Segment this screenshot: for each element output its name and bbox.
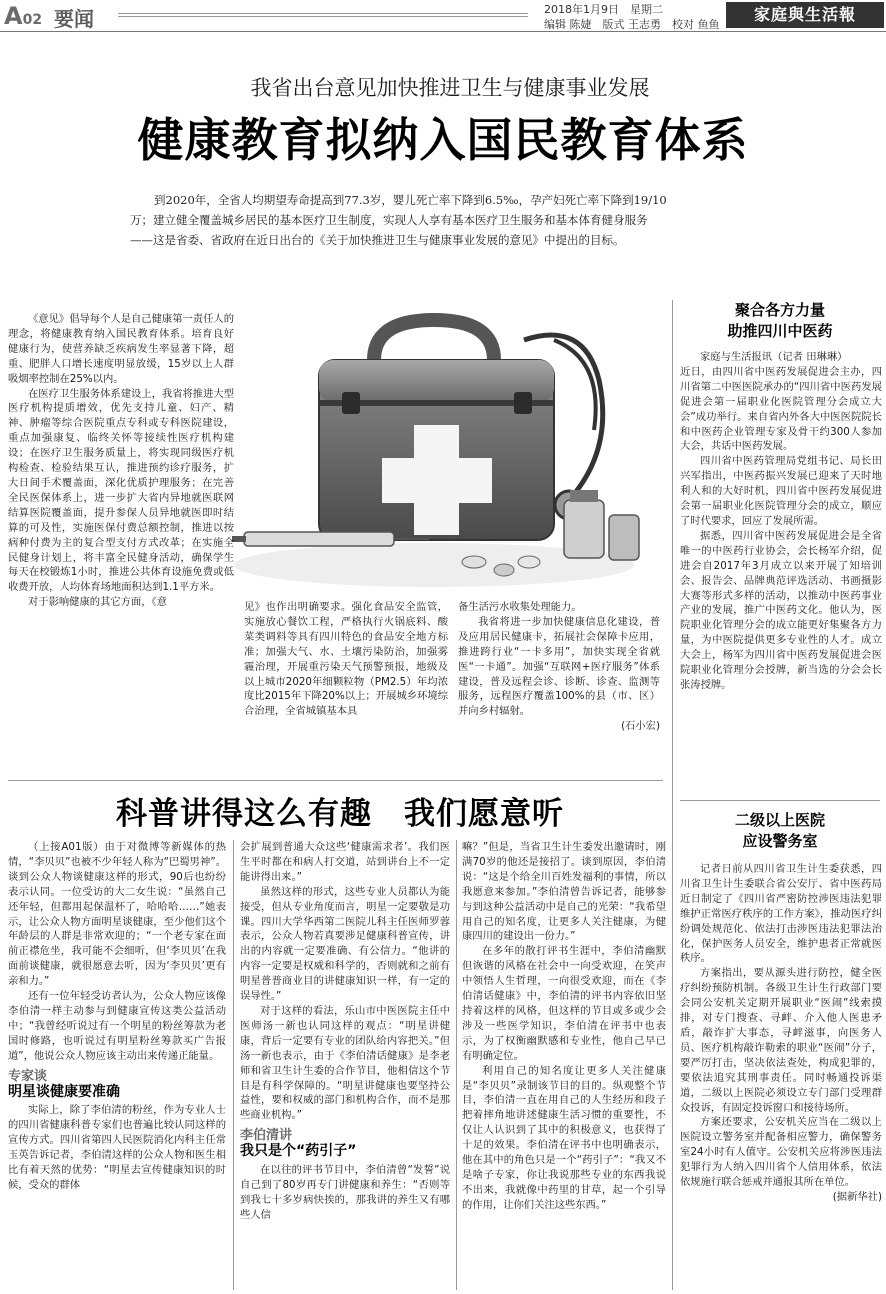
section-divider xyxy=(680,800,880,801)
title-line: 应设警务室 xyxy=(742,832,818,850)
side-article-1-title xyxy=(680,300,880,342)
paragraph: 在多年的散打评书生涯中，李伯清幽默但诙谐的风格在社会中一向受欢迎，在笑声中领悟人生哲理，一向很受欢迎，而在《李伯清话健康》中，李伯清的评书内容依旧坚持着这样的风格，但这样的节目或多或少会涉及一些医学知识，李伯清在评书中也表示，为了权衡幽默感和专业性，他自己早已有明确定位。 xyxy=(462,945,666,1062)
paragraph: （上接A01版）由于对微博等新媒体的热情，“李贝贝”也被不少年轻人称为“巴蜀男神”。谈到公众人物谈健康这样的形式，90后也纷纷表示认同。一位受访的大二女生说：“虽然自己还年轻，但都用起保温杯了，哈哈哈……”她表示，让公众人物方面明星谈健康，至少他们这个年龄层的人群是非常欢迎的；“一个老专家在面前正襟危坐，我可能不会细听，但‘李贝贝’在我面前谈健康，就很愿意去听，因为‘李贝贝’更有亲和力。” xyxy=(8,841,226,988)
newspaper-logo: 家庭與生活報 xyxy=(726,2,884,28)
paragraph: 《意见》倡导每个人是自己健康第一责任人的理念，将健康教育纳入国民教育体系。培育良好健康行为，使营养缺乏疾病发生率显著下降，超重、肥胖人口增长速度明显放缓，15岁以上人群吸烟率控制在25%以内。 xyxy=(8,313,234,385)
column-divider xyxy=(233,840,234,1290)
page-letter: A xyxy=(4,2,23,30)
byline: (据新华社) xyxy=(832,1190,882,1203)
title-line: 二级以上医院 xyxy=(734,811,825,829)
title-line: 聚合各方力量 xyxy=(734,301,825,319)
column-divider xyxy=(672,300,673,1290)
main-article-col2 xyxy=(244,600,448,770)
main-article-col1 xyxy=(8,312,234,778)
paragraph: 方案还要求，公安机关应当在二级以上医院设立警务室并配备相应警力，确保警务室24小时有人值守。公安机关应将涉医违法犯罪行为人纳入四川省个人信用体系，依法依规施行联合惩戒并通报其所在单位。 xyxy=(680,1116,882,1189)
kicker: 专家谈 xyxy=(8,1068,48,1084)
paragraph: 对于这样的看法，乐山市中医医院主任中医师汤一新也认同这样的观点：“明星讲健康，背后一定要有专业的团队给内容把关。”但汤一新也表示，由于《李伯清话健康》是李老师和省卫生计生委的合作节目，他相信这个节目是有科学保障的。“明星讲健康也要坚持公益性，要和权威的部门和机构合作，而不是那些商业机构。” xyxy=(240,1004,450,1122)
paragraph: 虽然这样的形式，这些专业人员都认为能接受，但从专业角度而言，明星一定要敬是功课。四川大学华西第二医院儿科主任医师罗蓉表示，公众人物若真要涉足健康科普宣传，讲出的内容就一定要准确、有公信力。“他讲的内容一定要是权威和科学的，否则就和之前有明星普普商业目的讲健康知识一样，有一定的误导性。” xyxy=(240,885,450,1003)
paragraph: 我省将进一步加快健康信息化建设，普及应用居民健康卡，拓展社会保障卡应用，推进跨行业“一卡多用”，加快实现全省就医“一卡通”。加强“互联网+医疗服务”体系建设，普及远程会诊、诊断、诊查、监测等服务，远程医疗覆盖100%的县（市、区）并向乡村辐射。 xyxy=(458,615,660,718)
masthead-divider xyxy=(0,31,886,32)
kicker: 李伯清讲 xyxy=(240,1128,293,1144)
title-line: 助推四川中医药 xyxy=(727,322,833,340)
second-article-col1 xyxy=(8,840,226,1290)
side-article-1-body xyxy=(680,350,882,795)
paragraph: 在以往的评书节目中，李伯清曾“发誓”说自己到了80岁再专门讲健康和养生：“否则等到我七十多岁病快挨的，那我讲的养生又有哪些人信 xyxy=(240,1164,450,1221)
page-number xyxy=(4,2,42,30)
medical-kit-illustration xyxy=(224,300,650,596)
second-article-col2 xyxy=(240,840,450,1290)
dateline: 2018年1月9日 星期二 xyxy=(544,3,663,16)
second-article-col3 xyxy=(462,840,666,1290)
side-article-2-title xyxy=(680,810,880,852)
paragraph: 在医疗卫生服务体系建设上，我省将推进大型医疗机构提质增效，优先支持儿童、妇产、精神、肿瘤等综合医院重点专科或专科医院建设，重点加强康复、临终关怀等接续性医疗机构建设；在医疗卫生服务质量上，将实现同级医疗机构检查、检验结果互认，推进预约诊疗服务，扩大日间手术覆盖面，深化优质护理服务；在完善全民医保体系上，进一步扩大省内异地就医联网结算医院覆盖面，提升参保人员异地就医即时结算的可及性，实施医保付费总额控制，推进以按病种付费为主的复合型支付方式改革；在实施全民健身计划上，将丰富全民健身活动，确保学生每天在校锻炼1小时，推进公共体育设施免费或低收费开放，人均体育场地面积达到1.1平方米。 xyxy=(8,387,234,594)
paragraph: 见》也作出明确要求。强化食品安全监管，实施放心餐饮工程，严格执行火锅底料、酸菜类调料等具有四川特色的食品安全地方标准；加强大气、水、土壤污染防治，加强雾霾治理，开展重污染天气预警预报，地级及以上城市2020年细颗粒物（PM2.5）年均浓度比2015年下降20%以上；开展城乡环境综合治理，全省城镇基本具 xyxy=(244,601,448,718)
paragraph: 方案指出，要从源头进行防控，健全医疗纠纷预防机制。各级卫生计生行政部门要会同公安机关定期开展职业“医闹”线索摸排，对专门搜查、寻衅、介入他人医患矛盾，敲诈扩大事态，寻衅滋事，向医务人员、医疗机构敲诈勒索的职业“医闹”分子，要严厉打击，坚决依法查处，构成犯罪的，要依法追究其刑事责任。同时畅通投诉渠道，二级以上医院必须设立专门部门受理群众投诉，有固定投诉窗口和接待场所。 xyxy=(680,967,882,1114)
lead-paragraph: 到2020年，全省人均期望寿命提高到77.3岁，婴儿死亡率下降到6.5‰，孕产妇死亡率下降到19/10万；建立健全覆盖城乡居民的基本医疗卫生制度，实现人人享有基本医疗卫生服务和基本体育健身服务——这是省委、省政府在近日出台的《关于加快推进卫生与健康事业发展的意见》中提出的目标。 xyxy=(130,193,667,247)
section-divider xyxy=(8,780,663,781)
paragraph: 嘛？”但是，当省卫生计生委发出邀请时，刚满70岁的他还是接招了。谈到原因，李伯清说：“这是个给全川百姓发福利的事情，所以我愿意来参加。”李伯清曾告诉记者，能够参与到这种公益活动中是自己的光荣：“我希望用自己的知名度，让更多人关注健康，为健康四川的建设出一份力。” xyxy=(462,841,666,943)
page-digits: 02 xyxy=(22,12,43,28)
section-name: 要闻 xyxy=(54,7,94,31)
paragraph: 记者日前从四川省卫生计生委获悉，四川省卫生计生委联合省公安厅、省中医药局近日制定了《四川省严密防控涉医违法犯罪维护正常医疗秩序的工作方案》，推动医疗纠纷调处规范化、依法打击涉医违法犯罪法治化，保护医务人员安全，维护患者正常就医秩序。 xyxy=(680,863,882,965)
paragraph: 四川省中医药管理局党组书记、局长田兴军指出，中医药振兴发展已迎来了天时地利人和的大好时机，四川省中医药发展促进会第一届职业化医院管理分会的成立，顺应了时代要求，回应了发展所需。 xyxy=(680,455,882,527)
byline: (石小宏) xyxy=(621,720,660,733)
editor-credits: 编辑 陈婕 版式 王志勇 校对 鱼鱼 xyxy=(544,18,720,31)
paragraph: 近日，由四川省中医药发展促进会主办，四川省第二中医医院承办的“四川省中医药发展促进会第一届职业化医院管理分会成立大会”成功举行。来自省内外各大中医医院院长和中医药企业管理专家及骨干约300人参加大会，共话中医药发展。 xyxy=(680,365,882,453)
byline: 家庭与生活报讯（记者 田琳琳） xyxy=(700,351,848,363)
paragraph: 据悉，四川省中医药发展促进会是全省唯一的中医药行业协会，会长杨军介绍，促进会自2017年3月成立以来开展了知培训会、报告会、品牌典范评选活动、书画摄影大赛等形式多样的活动，以推动中医药事业产业的发展，推广中医药文化。他认为，医院职业化管理分会的成立能更好集聚各方力量，为中医院提供更多专业性的人才。成立大会上，杨军为四川省中医药发展促进会医院职业化管理分会授牌，新当选的分会会长张涛授牌。 xyxy=(680,529,882,691)
second-article-title: 科普讲得这么有趣 我们愿意听 xyxy=(116,796,564,832)
headline-title: 健康教育拟纳入国民教育体系 xyxy=(137,113,749,167)
side-article-2-body xyxy=(680,862,882,1290)
column-divider xyxy=(456,840,457,1290)
main-article-col3 xyxy=(458,600,660,770)
paragraph: 还有一位年轻受访者认为，公众人物应该像李伯清一样主动参与到健康宣传这类公益活动中；“我曾经听说过有一个明星的粉丝筹款为老国时修路，也听说过有明星粉丝筹款买广告报道”，他说公众人物应该主动出来传递正能量。 xyxy=(8,990,226,1062)
paragraph: 备生活污水收集处理能力。 xyxy=(458,601,582,613)
paragraph: 实际上，除了李伯清的粉丝，作为专业人士的四川省健康科普专家们也普遍比较认同这样的宣传方式。四川省第四人民医院消化内科主任常玉英告诉记者，李伯清这样的公众人物和医生相比有着天然的优势：“明星去宣传健康知识的时候，受众的群体 xyxy=(8,1104,226,1191)
masthead-rule xyxy=(118,13,528,17)
paragraph: 会扩展到普通大众这些‘健康需求者’。我们医生平时都在和病人打交道，站到讲台上不一定能讲得出来。” xyxy=(240,841,450,883)
headline-subtitle: 我省出台意见加快推进卫生与健康事业发展 xyxy=(250,76,650,100)
paragraph: 利用自己的知名度让更多人关注健康是“李贝贝”录制该节目的目的。纵观整个节目，李伯清一直在用自己的人生经历和段子把着摔角地讲述健康生活习惯的重要性，不仅让人认识到了其中的积极意义，也获得了十足的效果。李伯清在评书中也明确表示，他在其中的角色只是一个“药引子”：“我又不是啥子专家，你让我说那些专业的东西我说不出来，我就像中药里的甘草，起一个引导的作用，让你们关注这些东西。” xyxy=(462,1064,666,1211)
paragraph: 对于影响健康的其它方面，《意 xyxy=(28,596,168,609)
sub-heading: 我只是个“药引子” xyxy=(240,1143,357,1160)
sub-heading: 明星谈健康要准确 xyxy=(8,1083,120,1100)
